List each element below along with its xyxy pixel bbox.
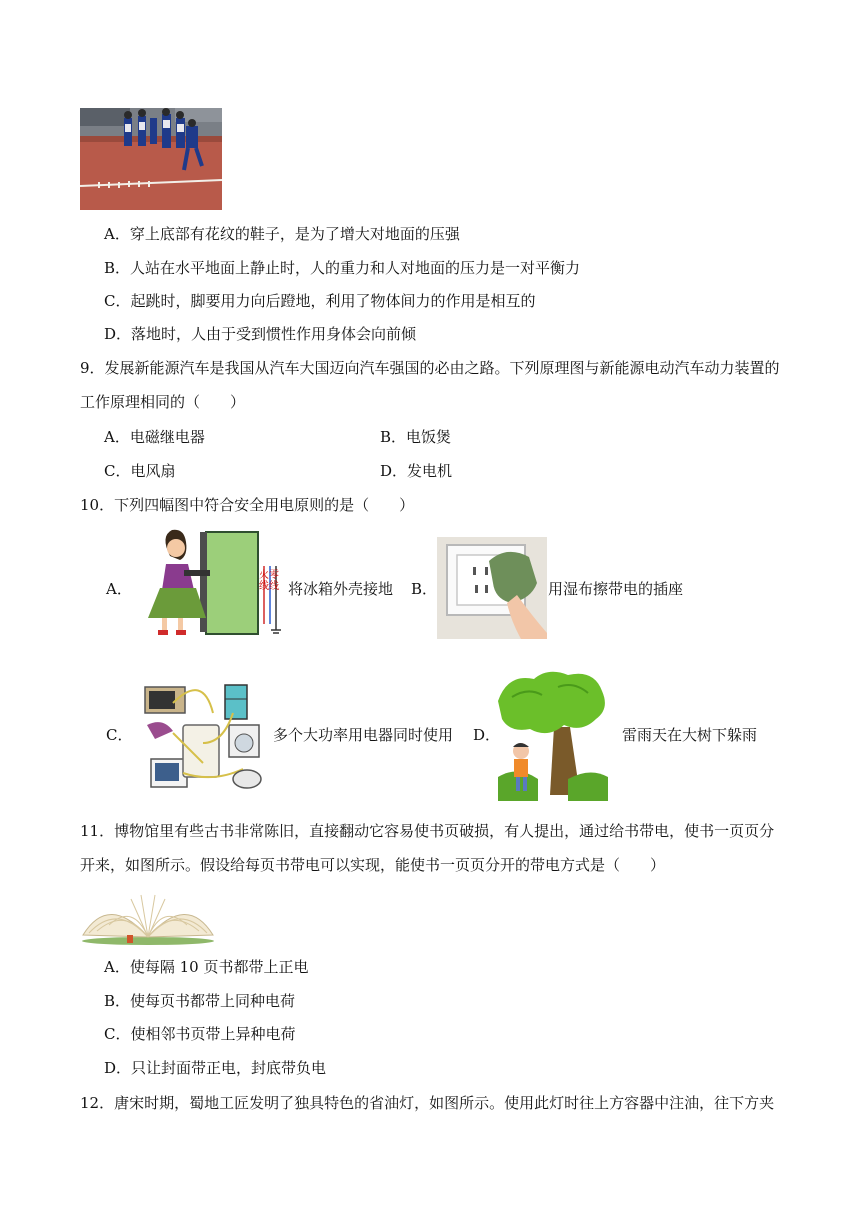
q9-stem-line2: 工作原理相同的（ ）	[80, 393, 246, 411]
q9-option-c: C．电风扇	[104, 462, 176, 480]
q12-stem-line1: 12．唐宋时期，蜀地工匠发明了独具特色的省油灯，如图所示。使用此灯时往上方容器中注油，往下方夹	[80, 1094, 775, 1112]
q8-option-b: B．人站在水平地面上静止时，人的重力和人对地面的压力是一对平衡力	[104, 259, 581, 277]
q10-option-d-label: D．	[473, 726, 501, 744]
q10-option-c-text: 多个大功率用电器同时使用	[273, 726, 454, 744]
q9-stem-line1: 9．发展新能源汽车是我国从汽车大国迈向汽车强国的必由之路。下列原理图与新能源电动汽车动力装置的	[80, 359, 780, 377]
q9-option-d: D．发电机	[380, 462, 453, 480]
tree-in-rain-illustration	[498, 667, 608, 801]
q9-option-a: A．电磁继电器	[104, 428, 205, 446]
fanned-book-illustration	[79, 885, 217, 947]
q10-option-a-text: 将冰箱外壳接地	[288, 580, 394, 598]
overloaded-socket-illustration	[143, 673, 271, 797]
q10-option-b-text: 用湿布擦带电的插座	[548, 580, 684, 598]
wire-label-line: 线线	[259, 581, 279, 592]
q8-option-c: C．起跳时，脚要用力向后蹬地，利用了物体间力的作用是相互的	[104, 292, 536, 310]
q11-stem-line2: 开来，如图所示。假设给每页书带电可以实现，能使书一页页分开的带电方式是（ ）	[80, 856, 666, 874]
q11-option-a: A．使每隔 10 页书都带上正电	[104, 958, 309, 976]
q11-option-d: D．只让封面带正电，封底带负电	[104, 1059, 327, 1077]
q11-option-b: B．使每页书都带上同种电荷	[104, 992, 296, 1010]
q10-option-c-label: C．	[106, 726, 133, 744]
q8-option-a: A．穿上底部有花纹的鞋子，是为了增大对地面的压强	[104, 225, 460, 243]
wire-label-zero: 零	[269, 570, 279, 581]
q9-option-b: B．电饭煲	[380, 428, 452, 446]
q10-option-a-label: A．	[106, 580, 132, 598]
q8-option-d: D．落地时，人由于受到惯性作用身体会向前倾	[104, 325, 417, 343]
q11-stem-line1: 11．博物馆里有些古书非常陈旧，直接翻动它容易使书页破损，有人提出，通过给书带电，使书一页页分	[80, 822, 775, 840]
q11-option-c: C．使相邻书页带上异种电荷	[104, 1025, 296, 1043]
q10-option-d-text: 雷雨天在大树下躲雨	[622, 726, 758, 744]
q10-option-b-label: B．	[411, 580, 438, 598]
wire-label-fire: 火	[259, 570, 269, 581]
wet-cloth-socket-illustration	[437, 537, 547, 639]
q10-stem: 10．下列四幅图中符合安全用电原则的是（ ）	[80, 496, 415, 514]
long-jump-photo	[80, 108, 222, 210]
